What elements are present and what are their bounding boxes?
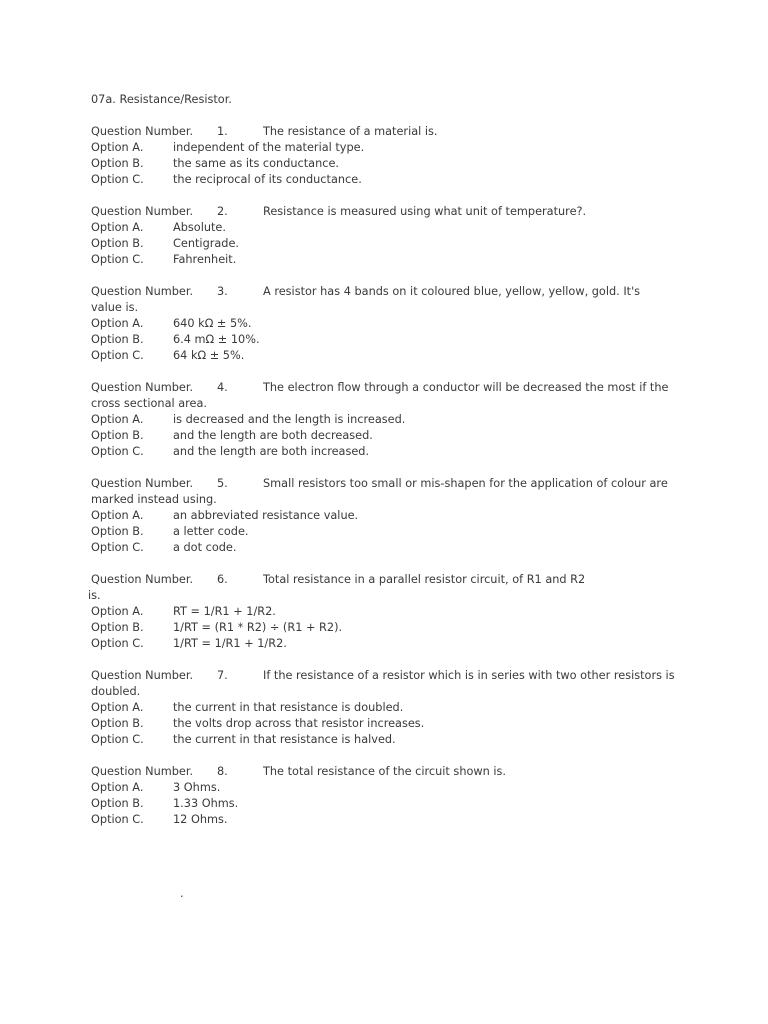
option-text: and the length are both decreased.: [173, 429, 373, 442]
option-label: Option A.: [91, 509, 144, 522]
document-page: [88, 92, 691, 844]
option-text: is decreased and the length is increased.: [173, 413, 406, 426]
question-text: The resistance of a material is.: [263, 125, 438, 138]
option-line: [91, 412, 691, 428]
option-text: Fahrenheit.: [173, 253, 237, 266]
stray-mark: .: [180, 887, 184, 900]
question-label: Question Number.: [91, 205, 194, 218]
option-line: [91, 252, 691, 268]
option-label: Option C.: [91, 173, 144, 186]
option-label: Option A.: [91, 317, 144, 330]
option-label: Option A.: [91, 701, 144, 714]
option-text: the same as its conductance.: [173, 157, 340, 170]
question-line: [91, 764, 691, 780]
question-text-continuation: doubled.: [91, 685, 141, 698]
question-block: [91, 380, 691, 460]
option-line: [91, 620, 691, 636]
question-line: [91, 124, 691, 140]
option-text: independent of the material type.: [173, 141, 365, 154]
option-line: [91, 700, 691, 716]
option-line: [91, 316, 691, 332]
option-label: Option A.: [91, 141, 144, 154]
question-block: [91, 284, 691, 364]
question-number: 7.: [217, 669, 228, 682]
option-line: [91, 140, 691, 156]
option-line: [91, 716, 691, 732]
option-line: [91, 156, 691, 172]
option-line: [91, 604, 691, 620]
question-text-continuation: is.: [88, 589, 101, 602]
option-text: 6.4 mΩ ± 10%.: [173, 333, 260, 346]
option-label: Option A.: [91, 605, 144, 618]
option-text: the volts drop across that resistor increases.: [173, 717, 425, 730]
option-text: 1.33 Ohms.: [173, 797, 239, 810]
document-title: 07a. Resistance/Resistor.: [91, 93, 232, 106]
question-block: [88, 572, 691, 652]
question-number: 2.: [217, 205, 228, 218]
option-line: [91, 524, 691, 540]
question-label: Question Number.: [91, 381, 194, 394]
question-text-continuation: value is.: [91, 301, 139, 314]
option-text: 1/RT = (R1 * R2) ÷ (R1 + R2).: [173, 621, 343, 634]
question-text: A resistor has 4 bands on it coloured blue, yellow, yellow, gold. It's: [263, 285, 641, 298]
option-label: Option B.: [91, 525, 144, 538]
option-line: [91, 732, 691, 748]
question-number: 5.: [217, 477, 228, 490]
question-line: [91, 668, 691, 684]
question-text: Resistance is measured using what unit of temperature?.: [263, 205, 587, 218]
question-label: Question Number.: [91, 125, 194, 138]
question-label: Question Number.: [91, 669, 194, 682]
option-label: Option B.: [91, 429, 144, 442]
question-text-continuation: marked instead using.: [91, 493, 217, 506]
question-block: [91, 124, 691, 188]
option-text: RT = 1/R1 + 1/R2.: [173, 605, 276, 618]
option-text: Absolute.: [173, 221, 226, 234]
option-line: [91, 348, 691, 364]
option-label: Option C.: [91, 733, 144, 746]
option-text: and the length are both increased.: [173, 445, 370, 458]
option-text: an abbreviated resistance value.: [173, 509, 359, 522]
option-line: [91, 540, 691, 556]
option-label: Option C.: [91, 445, 144, 458]
option-label: Option B.: [91, 797, 144, 810]
option-text: a dot code.: [173, 541, 237, 554]
question-text: Small resistors too small or mis-shapen for the application of colour are: [263, 477, 668, 490]
option-text: a letter code.: [173, 525, 249, 538]
question-text: The electron flow through a conductor will be decreased the most if the: [263, 381, 669, 394]
option-label: Option A.: [91, 781, 144, 794]
option-text: Centigrade.: [173, 237, 240, 250]
question-text: The total resistance of the circuit shown is.: [263, 765, 506, 778]
question-block: [91, 204, 691, 268]
question-text: If the resistance of a resistor which is in series with two other resistors is: [263, 669, 675, 682]
option-line: [91, 220, 691, 236]
option-label: Option C.: [91, 637, 144, 650]
option-text: 3 Ohms.: [173, 781, 221, 794]
option-label: Option C.: [91, 541, 144, 554]
option-line: [91, 172, 691, 188]
question-line: [91, 572, 691, 588]
question-label: Question Number.: [91, 477, 194, 490]
question-number: 8.: [217, 765, 228, 778]
option-label: Option C.: [91, 813, 144, 826]
question-block: [91, 764, 691, 828]
option-text: 1/RT = 1/R1 + 1/R2.: [173, 637, 287, 650]
option-line: [91, 780, 691, 796]
question-block: [91, 476, 691, 556]
option-text: 640 kΩ ± 5%.: [173, 317, 252, 330]
option-text: 64 kΩ ± 5%.: [173, 349, 245, 362]
option-line: [91, 812, 691, 828]
option-label: Option C.: [91, 253, 144, 266]
option-label: Option C.: [91, 349, 144, 362]
option-label: Option B.: [91, 333, 144, 346]
question-label: Question Number.: [91, 573, 194, 586]
option-label: Option A.: [91, 221, 144, 234]
question-line: [91, 284, 691, 300]
option-text: 12 Ohms.: [173, 813, 228, 826]
question-line: [91, 476, 691, 492]
option-line: [91, 508, 691, 524]
question-label: Question Number.: [91, 765, 194, 778]
question-number: 6.: [217, 573, 228, 586]
option-line: [91, 428, 691, 444]
question-line: [91, 380, 691, 396]
option-label: Option B.: [91, 717, 144, 730]
option-label: Option B.: [91, 237, 144, 250]
question-line: [91, 204, 691, 220]
option-line: [91, 444, 691, 460]
option-label: Option B.: [91, 157, 144, 170]
option-text: the current in that resistance is halved.: [173, 733, 396, 746]
option-line: [91, 236, 691, 252]
question-label: Question Number.: [91, 285, 194, 298]
option-line: [91, 332, 691, 348]
option-text: the reciprocal of its conductance.: [173, 173, 362, 186]
option-line: [91, 796, 691, 812]
option-label: Option B.: [91, 621, 144, 634]
question-number: 1.: [217, 125, 228, 138]
option-text: the current in that resistance is doubled.: [173, 701, 404, 714]
option-line: [91, 636, 691, 652]
question-number: 3.: [217, 285, 228, 298]
question-text: Total resistance in a parallel resistor circuit, of R1 and R2: [263, 573, 586, 586]
question-list: [88, 124, 691, 828]
question-block: [91, 668, 691, 748]
question-number: 4.: [217, 381, 228, 394]
option-label: Option A.: [91, 413, 144, 426]
question-text-continuation: cross sectional area.: [91, 397, 208, 410]
